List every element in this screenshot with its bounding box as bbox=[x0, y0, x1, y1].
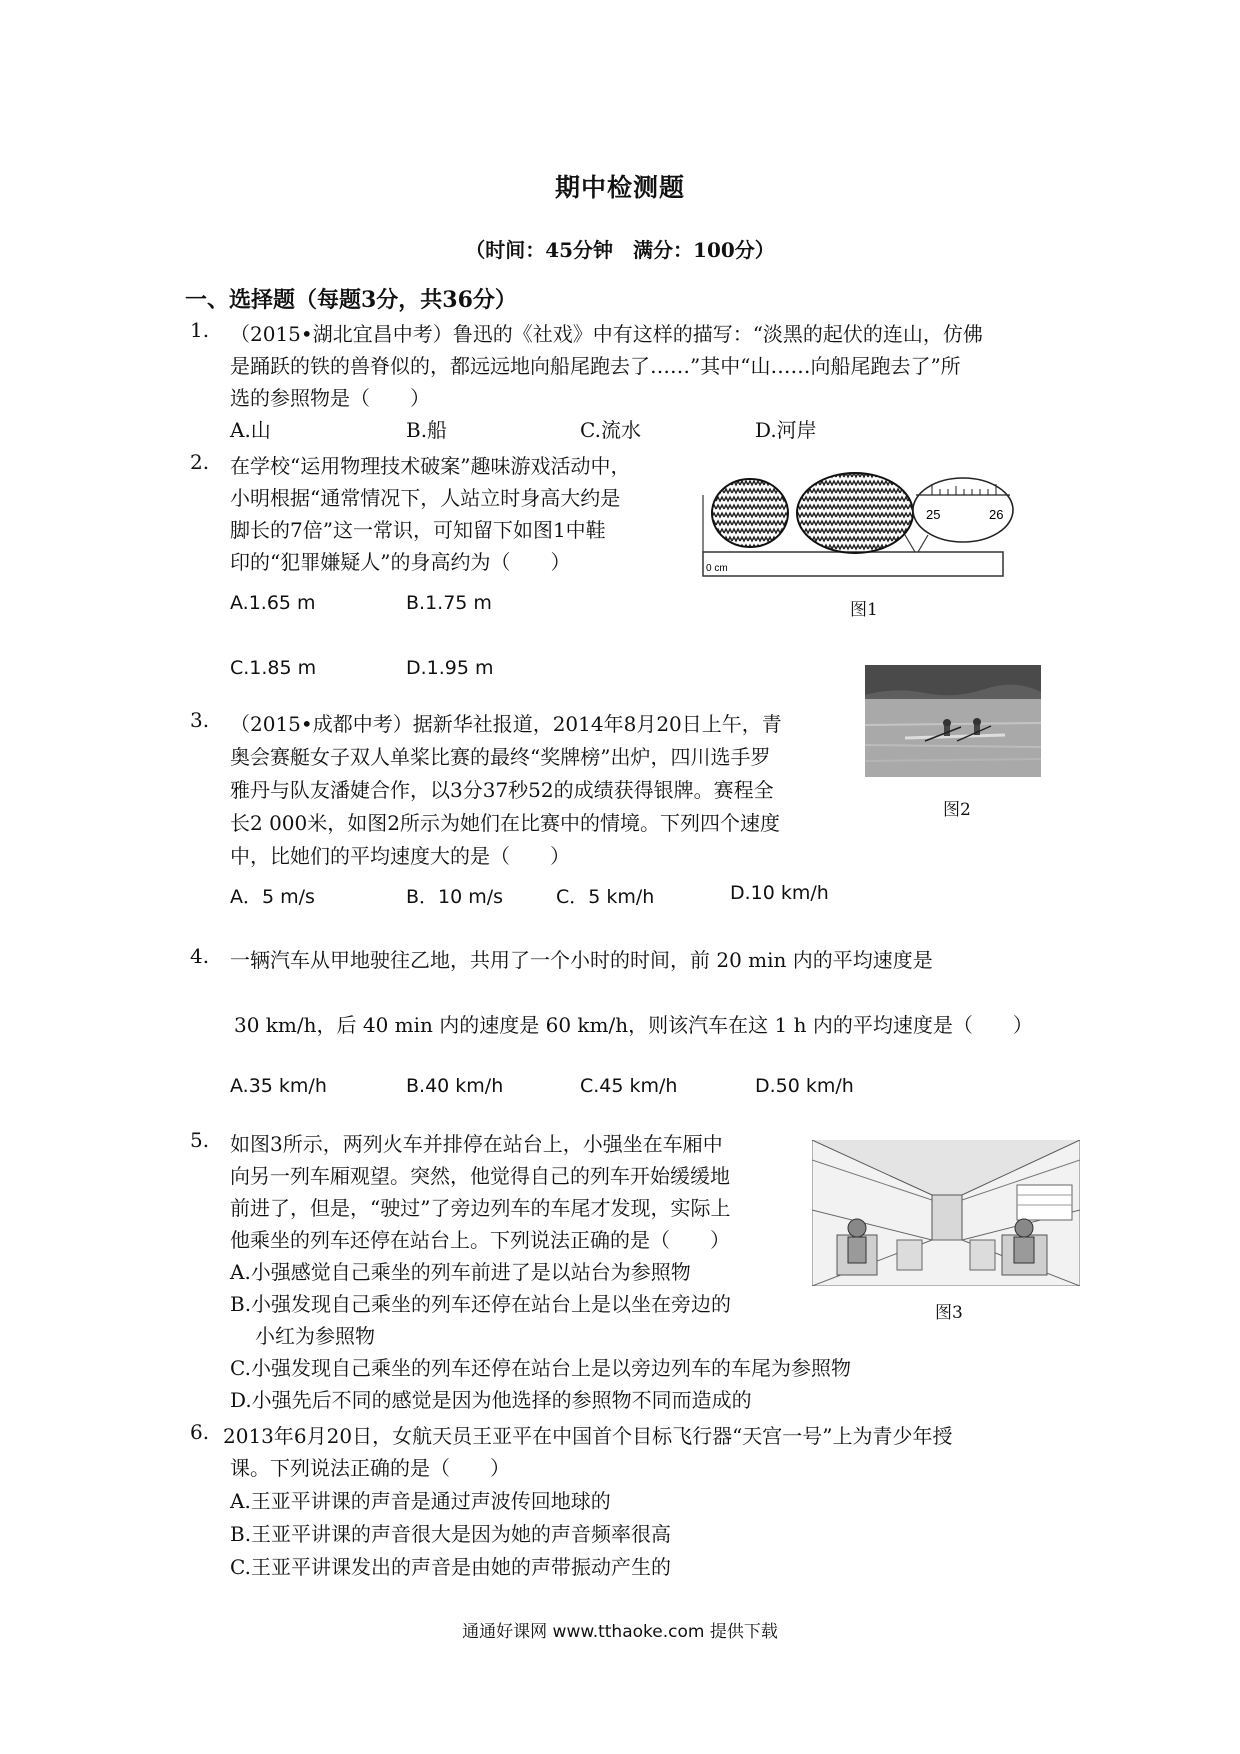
question-text-line: 中，比她们的平均速度大的是（ ） bbox=[230, 844, 570, 868]
question-text-line: （2015•成都中考）据新华社报道，2014年8月20日上午，青 bbox=[230, 712, 782, 736]
question-number: 1. bbox=[190, 318, 210, 342]
question-text-line: 30 km/h，后 40 min 内的速度是 60 km/h，则该汽车在这 1 h 内的平均速度是（ ） bbox=[234, 1013, 1033, 1037]
option-a: A.山 bbox=[230, 418, 271, 442]
figure-caption: 图1 bbox=[850, 600, 878, 620]
option-d: D.50 km/h bbox=[755, 1075, 854, 1097]
option-a: A．5 m/s bbox=[230, 886, 315, 908]
option-b: B.1.75 m bbox=[406, 592, 492, 614]
option-a: A.王亚平讲课的声音是通过声波传回地球的 bbox=[230, 1489, 611, 1513]
option-b: B.船 bbox=[406, 418, 448, 442]
option-b: B.王亚平讲课的声音很大是因为她的声音频率很高 bbox=[230, 1522, 672, 1546]
ruler-tick-label: 26 bbox=[989, 507, 1004, 522]
option-b-continued: 小红为参照物 bbox=[255, 1324, 375, 1348]
question-text-line: 2013年6月20日，女航天员王亚平在中国首个目标飞行器“天宫一号”上为青少年授 bbox=[223, 1424, 953, 1448]
option-a: A.1.65 m bbox=[230, 592, 316, 614]
question-text-line: 是踊跃的铁的兽脊似的，都远远地向船尾跑去了……”其中“山……向船尾跑去了”所 bbox=[230, 354, 961, 378]
option-d: D.10 km/h bbox=[730, 882, 829, 904]
section-heading: 一、选择题（每题3分，共36分） bbox=[185, 287, 517, 313]
question-text-line: （2015•湖北宜昌中考）鲁迅的《社戏》中有这样的描写：“淡黑的起伏的连山，仿佛 bbox=[230, 322, 983, 346]
footer-source: 通通好课网 www.tthaoke.com 提供下载 bbox=[462, 1622, 778, 1642]
question-text-line: 选的参照物是（ ） bbox=[230, 386, 430, 410]
question-text-line: 小明根据“通常情况下，人站立时身高大约是 bbox=[230, 486, 621, 510]
question-text-line: 前进了，但是，“驶过”了旁边列车的车尾才发现，实际上 bbox=[230, 1196, 731, 1220]
option-a: A.35 km/h bbox=[230, 1075, 327, 1097]
option-a: A.小强感觉自己乘坐的列车前进了是以站台为参照物 bbox=[230, 1260, 691, 1284]
option-d: D.小强先后不同的感觉是因为他选择的参照物不同而造成的 bbox=[230, 1388, 752, 1412]
question-number: 3. bbox=[190, 708, 210, 732]
shoeprint-ruler-figure bbox=[700, 455, 1015, 580]
question-text-line: 他乘坐的列车还停在站台上。下列说法正确的是（ ） bbox=[230, 1228, 730, 1252]
option-c: C.流水 bbox=[580, 418, 641, 442]
ruler-tick-label: 25 bbox=[926, 507, 941, 522]
option-c: C.小强发现自己乘坐的列车还停在站台上是以旁边列车的车尾为参照物 bbox=[230, 1356, 851, 1380]
question-text-line: 脚长的7倍”这一常识，可知留下如图1中鞋 bbox=[230, 518, 606, 542]
question-text-line: 如图3所示，两列火车并排停在站台上，小强坐在车厢中 bbox=[230, 1132, 723, 1156]
question-text-line: 长2 000米，如图2所示为她们在比赛中的情境。下列四个速度 bbox=[230, 811, 780, 835]
option-c: C．5 km/h bbox=[556, 886, 655, 908]
question-text-line: 一辆汽车从甲地驶往乙地，共用了一个小时的时间，前 20 min 内的平均速度是 bbox=[230, 948, 933, 972]
figure-caption: 图2 bbox=[943, 800, 971, 820]
option-c: C.1.85 m bbox=[230, 657, 317, 679]
question-text-line: 奥会赛艇女子双人单桨比赛的最终“奖牌榜”出炉，四川选手罗 bbox=[230, 745, 771, 769]
question-number: 6. bbox=[190, 1420, 210, 1444]
ruler-zero-label: 0 cm bbox=[706, 563, 728, 574]
option-b: B．10 m/s bbox=[406, 886, 504, 908]
question-text-line: 向另一列车厢观望。突然，他觉得自己的列车开始缓缓地 bbox=[230, 1164, 730, 1188]
figure-caption: 图3 bbox=[935, 1303, 963, 1323]
question-number: 5. bbox=[190, 1128, 210, 1152]
question-text-line: 雅丹与队友潘婕合作，以3分37秒52的成绩获得银牌。赛程全 bbox=[230, 778, 774, 802]
option-d: D.河岸 bbox=[755, 418, 817, 442]
option-d: D.1.95 m bbox=[406, 657, 494, 679]
rowing-photo-figure bbox=[865, 665, 1041, 777]
question-text-line: 在学校“运用物理技术破案”趣味游戏活动中， bbox=[230, 454, 631, 478]
option-c: C.王亚平讲课发出的声音是由她的声带振动产生的 bbox=[230, 1555, 671, 1579]
question-number: 2. bbox=[190, 450, 210, 474]
question-text-line: 印的“犯罪嫌疑人”的身高约为（ ） bbox=[230, 550, 571, 574]
option-b: B.40 km/h bbox=[406, 1075, 504, 1097]
question-text-line: 课。下列说法正确的是（ ） bbox=[230, 1456, 510, 1480]
page-title: 期中检测题 bbox=[554, 173, 685, 202]
option-b: B.小强发现自己乘坐的列车还停在站台上是以坐在旁边的 bbox=[230, 1292, 732, 1316]
exam-subtitle: （时间：45分钟 满分：100分） bbox=[465, 238, 775, 262]
train-carriage-figure bbox=[812, 1140, 1080, 1286]
question-number: 4. bbox=[190, 944, 210, 968]
option-c: C.45 km/h bbox=[580, 1075, 678, 1097]
